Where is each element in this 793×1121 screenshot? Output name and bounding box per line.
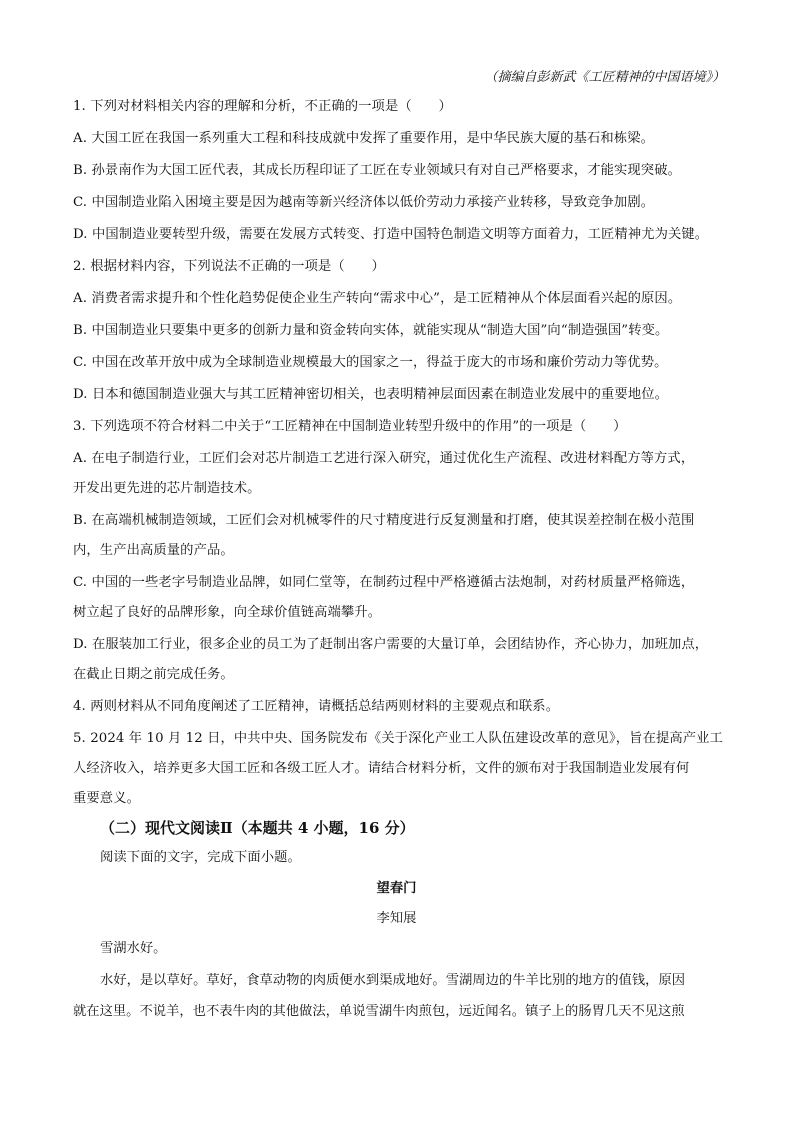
story-line-3: 就在这里。不说羊，也不表牛肉的其他做法，单说雪湖牛肉煎包，远近闻名。镇子上的肠胃几天不见这煎 [73,1004,685,1019]
story-line-2: 水好，是以草好。草好，食草动物的肉质便水到渠成地好。雪湖周边的牛羊比别的地方的值钱，原因 [100,973,686,988]
source-citation: （摘编自彭新武《工匠精神的中国语境》） [484,70,725,85]
story-author: 李知展 [376,911,417,926]
question-4-stem: 4. 两则材料从不同角度阐述了工匠精神，请概括总结两则材料的主要观点和联系。 [73,699,560,714]
question-3-option-b-cont: 内，生产出高质量的产品。 [73,543,234,558]
section-heading: （二）现代文阅读Ⅱ（本题共 4 小题，16 分） [100,819,415,837]
reading-instruction: 阅读下面的文字，完成下面小题。 [100,850,301,865]
question-3-option-b: B. 在高端机械制造领域，工匠们会对机械零件的尺寸精度进行反复测量和打磨，使其误差控制在极小范围 [73,513,695,528]
question-3-option-a-cont: 开发出更先进的芯片制造技术。 [73,481,261,496]
question-2-option-b: B. 中国制造业只要集中更多的创新力量和资金转向实体，就能实现从“制造大国”向“制造强国”转变。 [73,323,669,338]
question-5-cont-1: 人经济收入，培养更多大国工匠和各级工匠人才。请结合材料分析，文件的颁布对于我国制造业发展有何 [73,761,690,776]
question-3-option-c-cont: 树立起了良好的品牌形象，向全球价值链高端攀升。 [73,605,382,620]
question-3-option-c: C. 中国的一些老字号制造业品牌，如同仁堂等，在制药过程中严格遵循古法炮制，对药材质量严格筛选， [73,575,695,590]
question-1-stem: 1. 下列对材料相关内容的理解和分析，不正确的一项是（ ） [73,99,452,114]
question-3-option-d: D. 在服装加工行业，很多企业的员工为了赶制出客户需要的大量订单，会团结协作，齐心协力，加班加点， [73,637,709,652]
question-2-option-c: C. 中国在改革开放中成为全球制造业规模最大的国家之一，得益于庞大的市场和廉价劳动力等优势。 [73,355,668,370]
question-5-stem: 5. 2024 年 10 月 12 日，中共中央、国务院发布《关于深化产业工人队伍建设改革的意见》，旨在提高产业工 [73,731,723,746]
question-2-option-a: A. 消费者需求提升和个性化趋势促使企业生产转向“需求中心”，是工匠精神从个体层面看兴起的原因。 [73,291,682,306]
question-5-cont-2: 重要意义。 [73,791,140,806]
question-3-option-d-cont: 在截止日期之前完成任务。 [73,667,234,682]
story-line-1: 雪湖水好。 [100,941,167,956]
question-3-stem: 3. 下列选项不符合材料二中关于“工匠精神在中国制造业转型升级中的作用”的一项是（ ） [73,419,627,434]
question-1-option-d: D. 中国制造业要转型升级，需要在发展方式转变、打造中国特色制造文明等方面着力，工匠精神尤为关键。 [73,227,709,242]
story-title: 望春门 [376,881,417,896]
question-2-stem: 2. 根据材料内容，下列说法不正确的一项是（ ） [73,259,385,274]
question-1-option-a: A. 大国工匠在我国一系列重大工程和科技成就中发挥了重要作用，是中华民族大厦的基石和栋梁。 [73,131,655,146]
question-3-option-a: A. 在电子制造行业，工匠们会对芯片制造工艺进行深入研究，通过优化生产流程、改进材料配方等方式， [73,451,695,466]
question-2-option-d: D. 日本和德国制造业强大与其工匠精神密切相关，也表明精神层面因素在制造业发展中的重要地位。 [73,387,669,402]
question-1-option-c: C. 中国制造业陷入困境主要是因为越南等新兴经济体以低价劳动力承接产业转移，导致竞争加剧。 [73,195,655,210]
question-1-option-b: B. 孙景南作为大国工匠代表，其成长历程印证了工匠在专业领域只有对自己严格要求，才能实现突破。 [73,163,681,178]
